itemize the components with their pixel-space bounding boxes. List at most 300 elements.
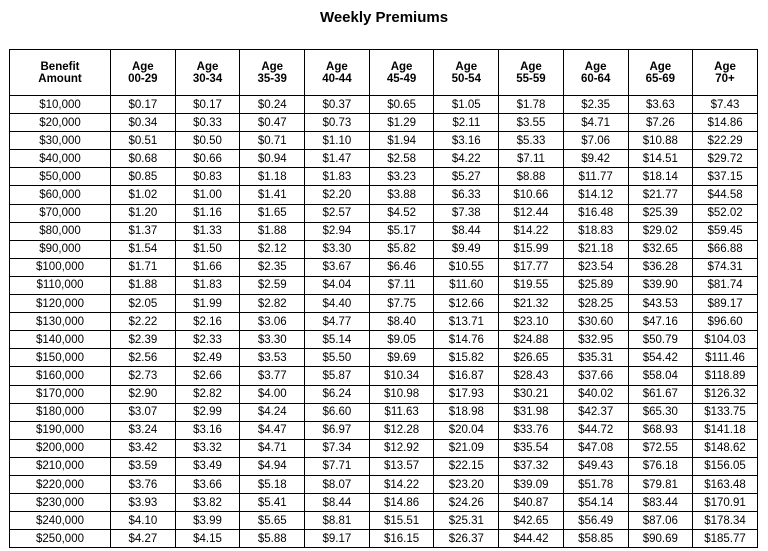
premium-cell: $37.15 — [693, 168, 758, 186]
premium-cell: $0.37 — [305, 96, 370, 114]
premium-cell: $83.44 — [628, 494, 693, 512]
premium-cell: $10.98 — [369, 385, 434, 403]
premium-cell: $2.39 — [111, 331, 176, 349]
premium-cell: $5.88 — [240, 530, 305, 548]
premium-cell: $43.53 — [628, 295, 693, 313]
premium-cell: $12.44 — [499, 204, 564, 222]
premium-cell: $14.12 — [563, 186, 628, 204]
premium-cell: $87.06 — [628, 512, 693, 530]
premium-cell: $40.87 — [499, 494, 564, 512]
benefit-amount-cell: $80,000 — [10, 222, 111, 240]
premium-cell: $11.60 — [434, 276, 499, 294]
premium-cell: $4.71 — [240, 439, 305, 457]
table-row — [10, 349, 758, 367]
premium-cell: $1.71 — [111, 258, 176, 276]
premium-cell: $1.78 — [499, 96, 564, 114]
table-row — [10, 385, 758, 403]
premium-cell: $0.65 — [369, 96, 434, 114]
benefit-amount-cell: $140,000 — [10, 331, 111, 349]
premium-cell: $0.73 — [305, 114, 370, 132]
premium-cell: $3.24 — [111, 421, 176, 439]
premium-cell: $14.22 — [499, 222, 564, 240]
premium-cell: $12.66 — [434, 295, 499, 313]
column-header-age-60-64 — [563, 50, 628, 96]
premium-cell: $37.66 — [563, 367, 628, 385]
benefit-amount-cell: $70,000 — [10, 204, 111, 222]
header-line: Amount — [38, 72, 82, 85]
premium-cell: $30.60 — [563, 313, 628, 331]
premium-cell: $15.51 — [369, 512, 434, 530]
premium-cell: $56.49 — [563, 512, 628, 530]
premium-cell: $18.98 — [434, 403, 499, 421]
premium-cell: $2.05 — [111, 295, 176, 313]
premium-cell: $0.17 — [175, 96, 240, 114]
premium-cell: $3.32 — [175, 439, 240, 457]
premium-cell: $1.65 — [240, 204, 305, 222]
premium-cell: $11.77 — [563, 168, 628, 186]
premium-cell: $3.49 — [175, 457, 240, 475]
header-line: Age — [326, 60, 348, 73]
premium-cell: $185.77 — [693, 530, 758, 548]
column-header-age-45-49 — [369, 50, 434, 96]
premium-cell: $66.88 — [693, 240, 758, 258]
benefit-amount-cell: $220,000 — [10, 475, 111, 493]
premium-cell: $2.20 — [305, 186, 370, 204]
table-row — [10, 276, 758, 294]
table-row — [10, 114, 758, 132]
premium-cell: $2.12 — [240, 240, 305, 258]
premium-cell: $2.22 — [111, 313, 176, 331]
table-row — [10, 150, 758, 168]
premium-cell: $40.02 — [563, 385, 628, 403]
premium-cell: $133.75 — [693, 403, 758, 421]
benefit-amount-cell: $60,000 — [10, 186, 111, 204]
premium-cell: $2.56 — [111, 349, 176, 367]
premium-cell: $3.53 — [240, 349, 305, 367]
premium-cell: $12.92 — [369, 439, 434, 457]
premium-cell: $8.44 — [305, 494, 370, 512]
premium-cell: $14.51 — [628, 150, 693, 168]
premium-cell: $14.86 — [693, 114, 758, 132]
benefit-amount-cell: $170,000 — [10, 385, 111, 403]
header-line: Age — [261, 60, 284, 73]
premium-cell: $39.09 — [499, 475, 564, 493]
premium-cell: $18.14 — [628, 168, 693, 186]
premium-cell: $44.42 — [499, 530, 564, 548]
premium-cell: $2.82 — [175, 385, 240, 403]
premium-cell: $104.03 — [693, 331, 758, 349]
header-line: 55-59 — [516, 72, 546, 85]
premium-cell: $42.37 — [563, 403, 628, 421]
premium-cell: $74.31 — [693, 258, 758, 276]
premium-cell: $2.99 — [175, 403, 240, 421]
table-row — [10, 475, 758, 493]
premium-cell: $13.57 — [369, 457, 434, 475]
premium-cell: $37.32 — [499, 457, 564, 475]
premium-cell: $10.88 — [628, 132, 693, 150]
premium-cell: $118.89 — [693, 367, 758, 385]
benefit-amount-cell: $230,000 — [10, 494, 111, 512]
premium-cell: $16.87 — [434, 367, 499, 385]
premium-cell: $0.47 — [240, 114, 305, 132]
premium-cell: $10.66 — [499, 186, 564, 204]
premium-cell: $6.24 — [305, 385, 370, 403]
premium-cell: $4.15 — [175, 530, 240, 548]
premium-cell: $24.26 — [434, 494, 499, 512]
header-line: Age — [131, 60, 154, 73]
benefit-amount-cell: $210,000 — [10, 457, 111, 475]
premium-cell: $2.58 — [369, 150, 434, 168]
premium-cell: $3.63 — [628, 96, 693, 114]
premium-cell: $5.41 — [240, 494, 305, 512]
premium-cell: $3.99 — [175, 512, 240, 530]
table-body — [10, 96, 758, 548]
premium-cell: $24.88 — [499, 331, 564, 349]
premium-cell: $81.74 — [693, 276, 758, 294]
premium-cell: $4.04 — [305, 276, 370, 294]
premium-cell: $5.65 — [240, 512, 305, 530]
header-line: 65-69 — [645, 72, 676, 85]
table-row — [10, 186, 758, 204]
premium-cell: $47.08 — [563, 439, 628, 457]
header-line: Age — [455, 60, 478, 73]
premium-cell: $3.42 — [111, 439, 176, 457]
premium-cell: $4.27 — [111, 530, 176, 548]
premium-cell: $9.49 — [434, 240, 499, 258]
premium-cell: $2.94 — [305, 222, 370, 240]
premium-cell: $65.30 — [628, 403, 693, 421]
premium-cell: $7.43 — [693, 96, 758, 114]
premium-cell: $1.00 — [175, 186, 240, 204]
premium-cell: $90.69 — [628, 530, 693, 548]
column-header-age-65-69 — [628, 50, 693, 96]
benefit-amount-cell: $10,000 — [10, 96, 111, 114]
premium-cell: $1.94 — [369, 132, 434, 150]
premium-cell: $3.55 — [499, 114, 564, 132]
premium-cell: $7.26 — [628, 114, 693, 132]
table-row — [10, 421, 758, 439]
premium-cell: $47.16 — [628, 313, 693, 331]
premium-cell: $2.59 — [240, 276, 305, 294]
premium-cell: $3.07 — [111, 403, 176, 421]
premium-cell: $1.33 — [175, 222, 240, 240]
premium-cell: $2.82 — [240, 295, 305, 313]
premium-cell: $163.48 — [693, 475, 758, 493]
premium-cell: $0.71 — [240, 132, 305, 150]
header-line: 60-64 — [580, 72, 611, 85]
premium-cell: $54.42 — [628, 349, 693, 367]
premium-cell: $15.82 — [434, 349, 499, 367]
premium-cell: $23.10 — [499, 313, 564, 331]
premium-cell: $1.37 — [111, 222, 176, 240]
premium-cell: $59.45 — [693, 222, 758, 240]
premium-cell: $2.66 — [175, 367, 240, 385]
column-header-age-55-59 — [499, 50, 564, 96]
premium-cell: $33.76 — [499, 421, 564, 439]
premium-cell: $7.71 — [305, 457, 370, 475]
table-row — [10, 132, 758, 150]
premium-cell: $26.65 — [499, 349, 564, 367]
premium-cell: $29.72 — [693, 150, 758, 168]
premium-cell: $18.83 — [563, 222, 628, 240]
benefit-amount-cell: $250,000 — [10, 530, 111, 548]
premium-cell: $4.22 — [434, 150, 499, 168]
premium-cell: $44.72 — [563, 421, 628, 439]
header-line: Age — [390, 60, 413, 73]
premium-cell: $178.34 — [693, 512, 758, 530]
premium-cell: $111.46 — [693, 349, 758, 367]
premium-cell: $1.05 — [434, 96, 499, 114]
premium-cell: $1.83 — [305, 168, 370, 186]
premium-cell: $21.32 — [499, 295, 564, 313]
premium-cell: $42.65 — [499, 512, 564, 530]
premium-cell: $9.05 — [369, 331, 434, 349]
premium-cell: $6.97 — [305, 421, 370, 439]
benefit-amount-cell: $110,000 — [10, 276, 111, 294]
premium-cell: $3.06 — [240, 313, 305, 331]
premium-cell: $0.85 — [111, 168, 176, 186]
column-header-age-30-34 — [175, 50, 240, 96]
benefit-amount-cell: $20,000 — [10, 114, 111, 132]
table-row — [10, 168, 758, 186]
table-row — [10, 295, 758, 313]
premium-cell: $5.33 — [499, 132, 564, 150]
premium-cell: $76.18 — [628, 457, 693, 475]
premium-cell: $49.43 — [563, 457, 628, 475]
table-row — [10, 204, 758, 222]
premium-cell: $16.15 — [369, 530, 434, 548]
premium-cell: $17.93 — [434, 385, 499, 403]
premium-cell: $5.87 — [305, 367, 370, 385]
premium-cell: $2.16 — [175, 313, 240, 331]
benefit-amount-cell: $160,000 — [10, 367, 111, 385]
header-line: 50-54 — [451, 72, 481, 85]
benefit-amount-cell: $30,000 — [10, 132, 111, 150]
premium-cell: $32.95 — [563, 331, 628, 349]
premium-cell: $2.35 — [240, 258, 305, 276]
premiums-table — [9, 49, 758, 548]
column-header-age-70plus — [693, 50, 758, 96]
premium-cell: $0.66 — [175, 150, 240, 168]
premium-cell: $7.38 — [434, 204, 499, 222]
benefit-amount-cell: $240,000 — [10, 512, 111, 530]
premium-cell: $2.49 — [175, 349, 240, 367]
premium-cell: $8.81 — [305, 512, 370, 530]
benefit-amount-cell: $90,000 — [10, 240, 111, 258]
premium-cell: $1.88 — [240, 222, 305, 240]
premium-cell: $30.21 — [499, 385, 564, 403]
premium-cell: $3.76 — [111, 475, 176, 493]
header-line: Age — [714, 60, 736, 73]
header-line: 00-29 — [128, 72, 158, 85]
premium-cell: $0.50 — [175, 132, 240, 150]
premium-cell: $23.54 — [563, 258, 628, 276]
premium-cell: $6.60 — [305, 403, 370, 421]
premium-cell: $0.94 — [240, 150, 305, 168]
premium-cell: $5.18 — [240, 475, 305, 493]
header-line: Age — [196, 60, 219, 73]
premium-cell: $10.55 — [434, 258, 499, 276]
table-row — [10, 494, 758, 512]
premium-cell: $3.30 — [240, 331, 305, 349]
premium-cell: $25.89 — [563, 276, 628, 294]
premium-cell: $19.55 — [499, 276, 564, 294]
premium-cell: $3.16 — [434, 132, 499, 150]
premium-cell: $4.00 — [240, 385, 305, 403]
premium-cell: $1.20 — [111, 204, 176, 222]
premium-cell: $3.88 — [369, 186, 434, 204]
premium-cell: $21.18 — [563, 240, 628, 258]
header-line: Age — [584, 60, 607, 73]
premium-cell: $31.98 — [499, 403, 564, 421]
header-line: Benefit — [40, 60, 80, 73]
benefit-amount-cell: $190,000 — [10, 421, 111, 439]
premium-cell: $35.54 — [499, 439, 564, 457]
header-line: 35-39 — [257, 72, 287, 85]
premium-cell: $61.67 — [628, 385, 693, 403]
premium-cell: $8.88 — [499, 168, 564, 186]
premium-cell: $58.04 — [628, 367, 693, 385]
table-row — [10, 530, 758, 548]
column-header-age-00-29 — [111, 50, 176, 96]
premium-cell: $8.44 — [434, 222, 499, 240]
premium-cell: $7.34 — [305, 439, 370, 457]
premium-cell: $17.77 — [499, 258, 564, 276]
premium-cell: $1.50 — [175, 240, 240, 258]
premium-cell: $1.83 — [175, 276, 240, 294]
premium-cell: $3.23 — [369, 168, 434, 186]
premium-cell: $3.16 — [175, 421, 240, 439]
premium-cell: $14.86 — [369, 494, 434, 512]
premium-cell: $7.06 — [563, 132, 628, 150]
table-row — [10, 240, 758, 258]
table-row — [10, 439, 758, 457]
premium-cell: $1.16 — [175, 204, 240, 222]
premium-cell: $2.11 — [434, 114, 499, 132]
premium-cell: $25.39 — [628, 204, 693, 222]
header-line: 30-34 — [192, 72, 223, 85]
premium-cell: $4.24 — [240, 403, 305, 421]
premium-cell: $156.05 — [693, 457, 758, 475]
premium-cell: $2.35 — [563, 96, 628, 114]
table-header-row — [10, 50, 758, 96]
premium-cell: $7.11 — [499, 150, 564, 168]
premium-cell: $21.77 — [628, 186, 693, 204]
table-row — [10, 258, 758, 276]
premium-cell: $28.25 — [563, 295, 628, 313]
premium-cell: $23.20 — [434, 475, 499, 493]
premium-cell: $1.88 — [111, 276, 176, 294]
premium-cell: $9.17 — [305, 530, 370, 548]
premium-cell: $14.22 — [369, 475, 434, 493]
premium-cell: $1.29 — [369, 114, 434, 132]
premium-cell: $8.07 — [305, 475, 370, 493]
premium-cell: $5.82 — [369, 240, 434, 258]
benefit-amount-cell: $180,000 — [10, 403, 111, 421]
header-line: Age — [520, 60, 542, 73]
premium-cell: $12.28 — [369, 421, 434, 439]
table-row — [10, 403, 758, 421]
premium-cell: $1.66 — [175, 258, 240, 276]
table-row — [10, 331, 758, 349]
premium-cell: $28.43 — [499, 367, 564, 385]
premium-cell: $5.17 — [369, 222, 434, 240]
premium-cell: $79.81 — [628, 475, 693, 493]
premium-cell: $22.29 — [693, 132, 758, 150]
header-line: 70+ — [715, 72, 735, 85]
page-title: Weekly Premiums — [319, 9, 449, 26]
table-row — [10, 367, 758, 385]
premium-cell: $11.63 — [369, 403, 434, 421]
premium-cell: $36.28 — [628, 258, 693, 276]
premium-cell: $4.10 — [111, 512, 176, 530]
premium-cell: $58.85 — [563, 530, 628, 548]
premium-cell: $14.76 — [434, 331, 499, 349]
benefit-amount-cell: $40,000 — [10, 150, 111, 168]
premium-cell: $89.17 — [693, 295, 758, 313]
premium-cell: $0.83 — [175, 168, 240, 186]
premium-cell: $0.24 — [240, 96, 305, 114]
premium-cell: $9.69 — [369, 349, 434, 367]
premium-cell: $0.34 — [111, 114, 176, 132]
premium-cell: $0.51 — [111, 132, 176, 150]
premium-cell: $16.48 — [563, 204, 628, 222]
premium-cell: $3.66 — [175, 475, 240, 493]
premium-cell: $2.57 — [305, 204, 370, 222]
premium-cell: $3.30 — [305, 240, 370, 258]
premium-cell: $50.79 — [628, 331, 693, 349]
premium-cell: $4.40 — [305, 295, 370, 313]
premium-cell: $7.75 — [369, 295, 434, 313]
premium-cell: $26.37 — [434, 530, 499, 548]
premium-cell: $22.15 — [434, 457, 499, 475]
header-line: 45-49 — [386, 72, 417, 85]
premium-cell: $7.11 — [369, 276, 434, 294]
premium-cell: $170.91 — [693, 494, 758, 512]
premium-cell: $4.94 — [240, 457, 305, 475]
premium-cell: $5.50 — [305, 349, 370, 367]
premium-cell: $15.99 — [499, 240, 564, 258]
premium-cell: $72.55 — [628, 439, 693, 457]
premium-cell: $39.90 — [628, 276, 693, 294]
premium-cell: $5.14 — [305, 331, 370, 349]
premium-cell: $44.58 — [693, 186, 758, 204]
premium-cell: $8.40 — [369, 313, 434, 331]
table-row — [10, 512, 758, 530]
benefit-amount-cell: $50,000 — [10, 168, 111, 186]
premium-cell: $3.93 — [111, 494, 176, 512]
benefit-amount-cell: $100,000 — [10, 258, 111, 276]
premium-cell: $2.33 — [175, 331, 240, 349]
table-row — [10, 222, 758, 240]
premium-cell: $51.78 — [563, 475, 628, 493]
column-header-age-50-54 — [434, 50, 499, 96]
premium-cell: $148.62 — [693, 439, 758, 457]
premium-cell: $96.60 — [693, 313, 758, 331]
premium-cell: $1.41 — [240, 186, 305, 204]
premium-cell: $141.18 — [693, 421, 758, 439]
premium-cell: $1.54 — [111, 240, 176, 258]
premium-cell: $3.67 — [305, 258, 370, 276]
column-header-benefit-amount — [10, 50, 111, 96]
premium-cell: $1.18 — [240, 168, 305, 186]
premium-cell: $3.77 — [240, 367, 305, 385]
header-line: Age — [649, 60, 672, 73]
premium-cell: $68.93 — [628, 421, 693, 439]
premium-cell: $54.14 — [563, 494, 628, 512]
premium-cell: $5.27 — [434, 168, 499, 186]
premium-cell: $1.02 — [111, 186, 176, 204]
